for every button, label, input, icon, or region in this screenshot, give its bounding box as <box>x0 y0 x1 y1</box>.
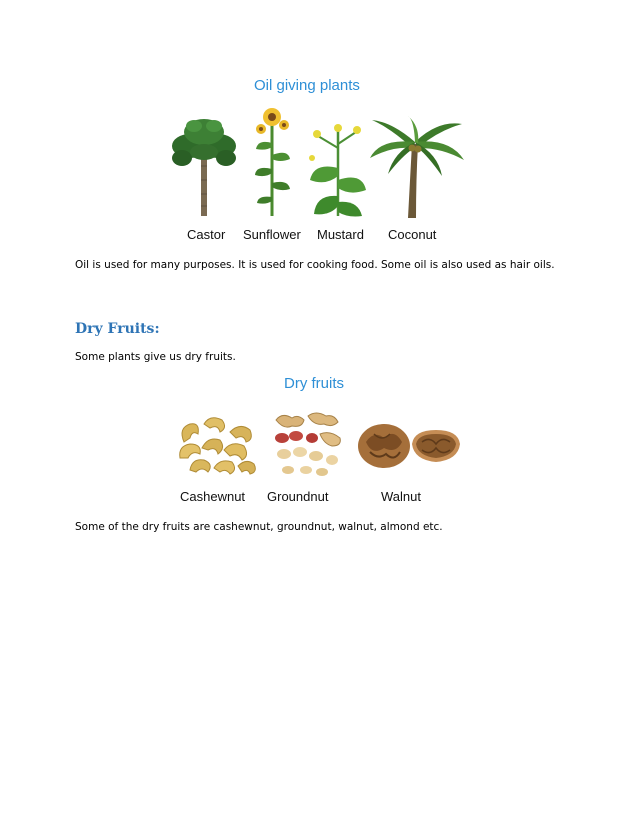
coconut-palm-image <box>370 116 466 220</box>
walnut-image <box>356 420 462 470</box>
caption-sunflower: Sunflower <box>243 227 301 242</box>
caption-walnut: Walnut <box>381 489 421 504</box>
caption-cashewnut: Cashewnut <box>180 489 246 504</box>
caption-mustard: Mustard <box>317 227 364 242</box>
oil-figure-title: Oil giving plants <box>254 77 360 94</box>
caption-coconut: Coconut <box>388 227 437 242</box>
caption-groundnut: Groundnut <box>267 489 329 504</box>
castor-plant-image <box>170 116 238 218</box>
sunflower-plant-image <box>250 103 294 218</box>
dry-figure-title: Dry fruits <box>284 375 344 392</box>
paragraph-oil: Oil is used for many purposes. It is used for cooking food. Some oil is also used as hair oils. <box>75 259 555 271</box>
groundnut-image <box>268 410 346 478</box>
cashewnut-image <box>174 412 260 478</box>
paragraph-dry-list: Some of the dry fruits are cashewnut, groundnut, walnut, almond etc. <box>75 521 443 533</box>
dry-fruits-heading: Dry Fruits: <box>75 321 160 337</box>
mustard-plant-image <box>306 118 368 218</box>
paragraph-dry-intro: Some plants give us dry fruits. <box>75 351 236 363</box>
caption-castor: Castor <box>187 227 226 242</box>
